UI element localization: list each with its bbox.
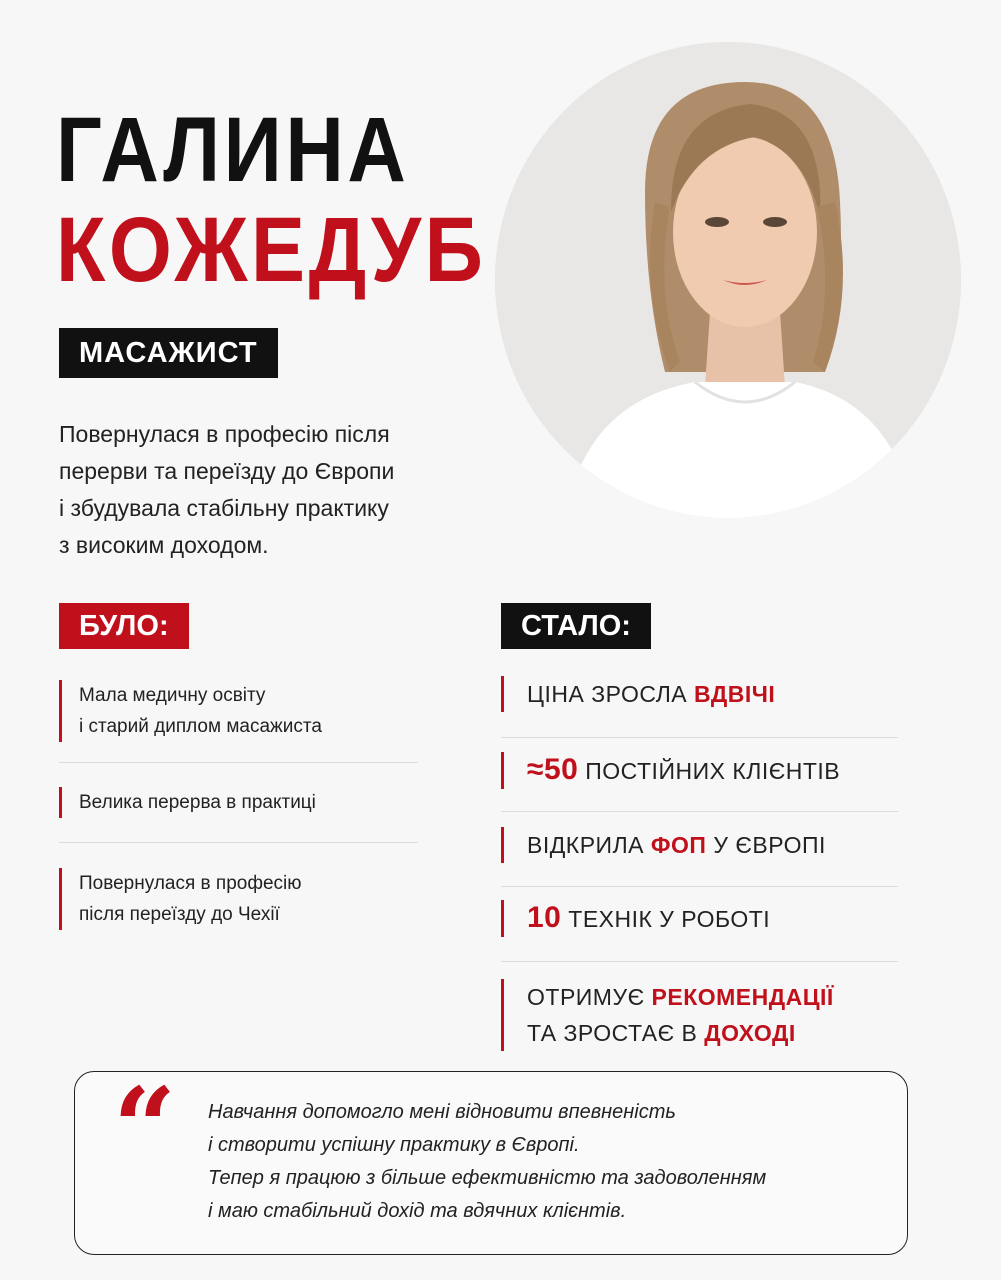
after-accent: РЕКОМЕНДАЦІЇ	[651, 984, 834, 1010]
before-item-line: після переїзду до Чехії	[79, 904, 280, 925]
intro-line: перерви та переїзду до Європи	[59, 458, 395, 484]
before-item	[59, 787, 437, 818]
after-item-clients	[501, 752, 903, 789]
before-item-line: Мала медичну освіту	[79, 685, 266, 706]
after-text: ПОСТІЙНИХ КЛІЄНТІВ	[578, 758, 841, 784]
divider	[501, 737, 898, 738]
after-number: ≈50	[527, 753, 579, 786]
quote-mark-icon: “	[113, 1063, 177, 1192]
before-item-line: Велика перерва в практиці	[79, 792, 316, 813]
after-accent: ДОХОДІ	[704, 1020, 796, 1046]
after-text: ТА ЗРОСТАЄ В	[527, 1020, 705, 1046]
intro-line: з високим доходом.	[59, 532, 269, 558]
after-item-techniques	[501, 900, 903, 937]
after-text: ТЕХНІК У РОБОТІ	[561, 906, 771, 932]
divider	[501, 961, 898, 962]
divider	[59, 762, 418, 763]
testimonial-line: Навчання допомогло мені відновити впевненість	[208, 1101, 676, 1123]
after-item-price	[501, 676, 903, 712]
intro-line: Повернулася в професію після	[59, 421, 390, 447]
last-name: КОЖЕДУБ	[56, 199, 487, 301]
intro-text	[59, 416, 459, 564]
after-label: СТАЛО:	[501, 603, 651, 649]
before-item-line: і старий диплом масажиста	[79, 716, 322, 737]
testimonial-box	[74, 1063, 908, 1255]
divider	[59, 842, 418, 843]
testimonial-text	[208, 1096, 888, 1228]
before-item-line: Повернулася в професію	[79, 873, 302, 894]
after-text: У ЄВРОПІ	[706, 832, 826, 858]
before-item	[59, 868, 437, 930]
after-accent: ФОП	[650, 832, 707, 858]
testimonial-line: Тепер я працюю з більше ефективністю та задоволенням	[208, 1167, 767, 1189]
testimonial-line: і маю стабільний дохід та вдячних клієнтів.	[208, 1200, 627, 1222]
divider	[501, 811, 898, 812]
intro-line: і збудувала стабільну практику	[59, 495, 389, 521]
before-item	[59, 680, 437, 742]
testimonial-line: і створити успішну практику в Європі.	[208, 1134, 580, 1156]
after-text: ОТРИМУЄ	[527, 984, 652, 1010]
divider	[501, 886, 898, 887]
role-tag: МАСАЖИСТ	[59, 328, 278, 378]
before-label: БУЛО:	[59, 603, 189, 649]
after-item-recommendations	[501, 979, 903, 1051]
after-item-business	[501, 827, 903, 863]
after-text: ЦІНА ЗРОСЛА	[527, 681, 695, 707]
portrait-photo	[495, 42, 961, 518]
first-name: ГАЛИНА	[56, 99, 410, 201]
portrait-illustration	[495, 42, 961, 518]
after-accent: ВДВІЧІ	[694, 681, 776, 707]
after-text: ВІДКРИЛА	[527, 832, 651, 858]
after-number: 10	[527, 901, 562, 934]
